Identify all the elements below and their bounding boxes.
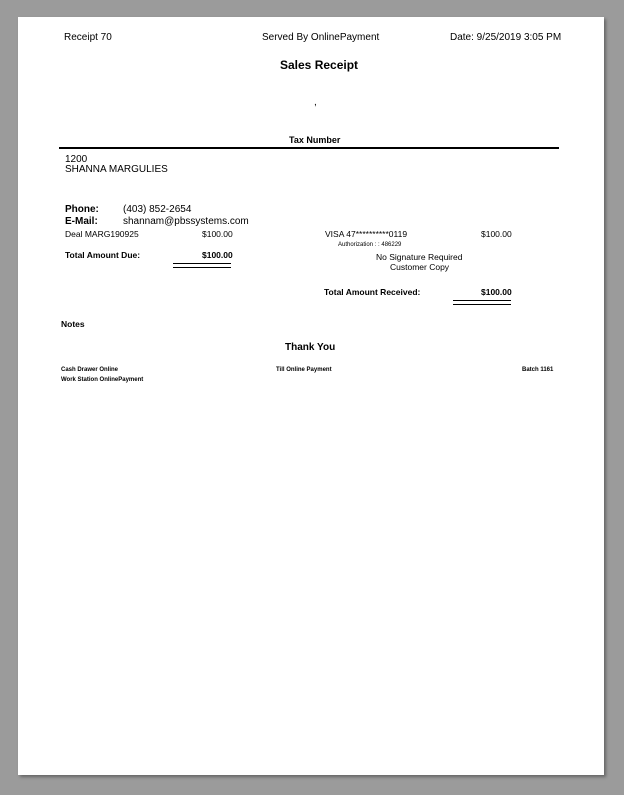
customer-id: 1200 [65, 154, 88, 165]
notes-label: Notes [61, 319, 85, 329]
tax-number-label: Tax Number [289, 135, 341, 145]
card-number: VISA 47**********0119 [325, 229, 408, 239]
page-title: Sales Receipt [280, 58, 359, 72]
email-value: shannam@pbssystems.com [123, 216, 249, 227]
payment-amount: $100.00 [481, 229, 512, 239]
deal-label: Deal MARG190925 [65, 229, 139, 239]
total-due-label: Total Amount Due: [65, 250, 141, 260]
receipt-date: Date: 9/25/2019 3:05 PM [450, 32, 562, 43]
total-received-label: Total Amount Received: [324, 287, 421, 297]
till: Till Online Payment [276, 367, 332, 373]
batch-number: Batch 1161 [522, 367, 554, 373]
receipt-number: Receipt 70 [64, 32, 112, 43]
deal-amount: $100.00 [202, 229, 233, 239]
served-by: Served By OnlinePayment [262, 32, 380, 43]
phone-label: Phone: [65, 204, 99, 215]
total-received-underline [453, 300, 511, 305]
work-station: Work Station OnlinePayment [61, 377, 144, 383]
receipt-page [18, 17, 604, 775]
signature-note: No Signature Required [376, 252, 463, 262]
cash-drawer: Cash Drawer Online [61, 367, 119, 373]
header-divider [59, 147, 559, 149]
copy-note: Customer Copy [390, 262, 450, 272]
thank-you-message: Thank You [285, 342, 336, 353]
total-received-amount: $100.00 [481, 287, 512, 297]
total-due-underline [173, 263, 231, 268]
total-due-amount: $100.00 [202, 250, 233, 260]
authorization-code: Authorization : : 486229 [338, 242, 402, 248]
customer-name: SHANNA MARGULIES [65, 164, 168, 175]
email-label: E-Mail: [65, 216, 98, 227]
address-separator: , [314, 97, 317, 108]
phone-value: (403) 852-2654 [123, 204, 192, 215]
